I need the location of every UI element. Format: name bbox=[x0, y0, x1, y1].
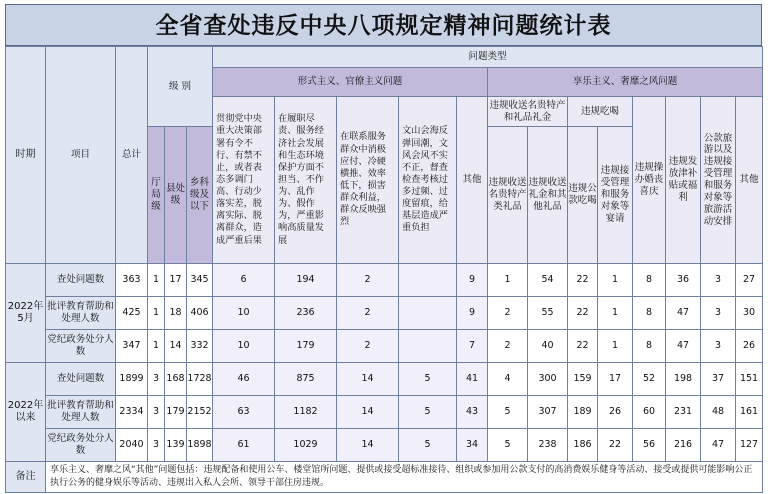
cell: 47 bbox=[666, 330, 701, 363]
cell: 1 bbox=[148, 297, 165, 330]
cell: 1182 bbox=[275, 396, 337, 429]
cell: 3 bbox=[701, 330, 736, 363]
cell: 5 bbox=[399, 429, 457, 462]
row-item: 查处问题数 bbox=[46, 264, 116, 297]
cell: 198 bbox=[666, 363, 701, 396]
cell: 54 bbox=[528, 264, 568, 297]
cell: 1728 bbox=[187, 363, 213, 396]
header-level-xiang: 乡科级及以下 bbox=[187, 127, 213, 264]
cell: 332 bbox=[187, 330, 213, 363]
cell: 34 bbox=[457, 429, 488, 462]
cell: 186 bbox=[568, 429, 598, 462]
cell: 2 bbox=[337, 297, 399, 330]
cell: 22 bbox=[598, 429, 633, 462]
cell: 52 bbox=[633, 363, 666, 396]
cell: 43 bbox=[457, 396, 488, 429]
header-level-ting: 厅局级 bbox=[148, 127, 165, 264]
cell: 36 bbox=[666, 264, 701, 297]
cell: 40 bbox=[528, 330, 568, 363]
row-item: 党纪政务处分人数 bbox=[46, 429, 116, 462]
cell: 5 bbox=[399, 396, 457, 429]
cell: 63 bbox=[213, 396, 275, 429]
note-text: 享乐主义、奢靡之风“其他”问题包括：违规配备和使用公车、楼堂馆所问题、提供或接受超标准接待、组织或参加用公款支付的高消费娱乐健身等活动、接受或提供可能影响公正执行公务的健身娱乐等活动、违规出入私人会所、领导干部住房违规。 bbox=[46, 462, 763, 493]
header-level-xian: 县处级 bbox=[165, 127, 187, 264]
header-formalism-col-1: 贯彻党中央重大决策部署有令不行、有禁不止，或者表态多调门高、行动少落实差，脱离实际、脱离群众，造成严重后果 bbox=[213, 97, 275, 264]
cell: 3 bbox=[148, 363, 165, 396]
cell: 47 bbox=[666, 297, 701, 330]
cell: 4 bbox=[488, 363, 528, 396]
cell: 10 bbox=[213, 330, 275, 363]
header-formalism-col-5: 其他 bbox=[457, 97, 488, 264]
cell: 37 bbox=[701, 363, 736, 396]
header-formalism-col-4: 文山会海反弹回潮，文风会风不实不正，督查检查考核过多过频、过度留痕，给基层造成严重负担 bbox=[399, 97, 457, 264]
cell: 22 bbox=[568, 264, 598, 297]
cell: 2 bbox=[488, 297, 528, 330]
cell: 18 bbox=[165, 297, 187, 330]
cell: 363 bbox=[116, 264, 148, 297]
cell: 17 bbox=[598, 363, 633, 396]
cell: 26 bbox=[736, 330, 763, 363]
row-item: 批评教育帮助和处理人数 bbox=[46, 396, 116, 429]
cell: 14 bbox=[337, 429, 399, 462]
cell: 27 bbox=[736, 264, 763, 297]
cell: 5 bbox=[488, 396, 528, 429]
cell: 17 bbox=[165, 264, 187, 297]
cell: 1 bbox=[488, 264, 528, 297]
cell: 194 bbox=[275, 264, 337, 297]
header-eat-col-1: 违规公款吃喝 bbox=[568, 127, 598, 264]
header-gift-col-2: 违规收送礼金和其他礼品 bbox=[528, 127, 568, 264]
period-label: 2022年以来 bbox=[6, 363, 46, 462]
cell: 60 bbox=[633, 396, 666, 429]
cell bbox=[399, 297, 457, 330]
cell: 1029 bbox=[275, 429, 337, 462]
cell: 22 bbox=[568, 297, 598, 330]
cell: 425 bbox=[116, 297, 148, 330]
header-gift-group: 违规收送名贵特产和礼品礼金 bbox=[488, 97, 568, 127]
header-eat-col-2: 违规接受管理和服务对象等宴请 bbox=[598, 127, 633, 264]
cell bbox=[399, 330, 457, 363]
cell: 2 bbox=[337, 264, 399, 297]
cell: 1 bbox=[148, 264, 165, 297]
cell: 347 bbox=[116, 330, 148, 363]
cell: 5 bbox=[399, 363, 457, 396]
cell: 216 bbox=[666, 429, 701, 462]
cell: 875 bbox=[275, 363, 337, 396]
cell: 161 bbox=[736, 396, 763, 429]
cell: 345 bbox=[187, 264, 213, 297]
header-hedonism-col-5: 违规操办婚丧喜庆 bbox=[633, 97, 666, 264]
cell: 2 bbox=[488, 330, 528, 363]
cell: 48 bbox=[701, 396, 736, 429]
cell: 8 bbox=[633, 297, 666, 330]
cell: 189 bbox=[568, 396, 598, 429]
cell: 1 bbox=[148, 330, 165, 363]
cell: 55 bbox=[528, 297, 568, 330]
cell: 3 bbox=[148, 396, 165, 429]
cell: 41 bbox=[457, 363, 488, 396]
cell: 5 bbox=[488, 429, 528, 462]
cell: 9 bbox=[457, 264, 488, 297]
cell: 151 bbox=[736, 363, 763, 396]
header-level: 级 别 bbox=[148, 47, 213, 127]
cell: 3 bbox=[148, 429, 165, 462]
cell: 8 bbox=[633, 330, 666, 363]
cell: 2334 bbox=[116, 396, 148, 429]
cell: 127 bbox=[736, 429, 763, 462]
cell: 3 bbox=[701, 264, 736, 297]
header-hedonism-col-8: 其他 bbox=[736, 97, 763, 264]
cell: 231 bbox=[666, 396, 701, 429]
header-hedonism-group: 享乐主义、奢靡之风问题 bbox=[488, 68, 763, 97]
cell: 61 bbox=[213, 429, 275, 462]
header-formalism-group: 形式主义、官僚主义问题 bbox=[213, 68, 488, 97]
header-gift-col-1: 违规收送名贵特产类礼品 bbox=[488, 127, 528, 264]
cell: 1899 bbox=[116, 363, 148, 396]
cell: 307 bbox=[528, 396, 568, 429]
cell: 14 bbox=[337, 396, 399, 429]
cell: 30 bbox=[736, 297, 763, 330]
header-formalism-col-2: 在履职尽责、服务经济社会发展和生态环境保护方面不担当、不作为、乱作为、假作为，严重影响高质量发展 bbox=[275, 97, 337, 264]
cell: 8 bbox=[633, 264, 666, 297]
header-eat-group: 违规吃喝 bbox=[568, 97, 633, 127]
cell: 159 bbox=[568, 363, 598, 396]
cell: 56 bbox=[633, 429, 666, 462]
row-item: 批评教育帮助和处理人数 bbox=[46, 297, 116, 330]
cell: 179 bbox=[275, 330, 337, 363]
cell: 406 bbox=[187, 297, 213, 330]
cell: 26 bbox=[598, 396, 633, 429]
cell: 300 bbox=[528, 363, 568, 396]
cell: 1 bbox=[598, 297, 633, 330]
cell: 46 bbox=[213, 363, 275, 396]
row-item: 查处问题数 bbox=[46, 363, 116, 396]
cell: 9 bbox=[457, 297, 488, 330]
cell: 2152 bbox=[187, 396, 213, 429]
statistics-table bbox=[5, 46, 763, 493]
cell: 2 bbox=[337, 330, 399, 363]
cell: 1 bbox=[598, 264, 633, 297]
cell: 236 bbox=[275, 297, 337, 330]
cell: 2040 bbox=[116, 429, 148, 462]
header-total: 总计 bbox=[116, 47, 148, 264]
cell: 10 bbox=[213, 297, 275, 330]
header-hedonism-col-6: 违规发放津补贴或福利 bbox=[666, 97, 701, 264]
cell: 179 bbox=[165, 396, 187, 429]
header-period: 时期 bbox=[6, 47, 46, 264]
header-hedonism-col-7: 公款旅游以及违规接受管理和服务对象等旅游活动安排 bbox=[701, 97, 736, 264]
table-title: 全省查处违反中央八项规定精神问题统计表 bbox=[5, 4, 762, 46]
cell: 1898 bbox=[187, 429, 213, 462]
period-label: 2022年5月 bbox=[6, 264, 46, 363]
cell: 47 bbox=[701, 429, 736, 462]
header-problem-type: 问题类型 bbox=[213, 47, 763, 68]
cell: 238 bbox=[528, 429, 568, 462]
cell: 22 bbox=[568, 330, 598, 363]
cell bbox=[399, 264, 457, 297]
header-item: 项目 bbox=[46, 47, 116, 264]
cell: 3 bbox=[701, 297, 736, 330]
cell: 168 bbox=[165, 363, 187, 396]
cell: 1 bbox=[598, 330, 633, 363]
cell: 139 bbox=[165, 429, 187, 462]
row-item: 党纪政务处分人数 bbox=[46, 330, 116, 363]
cell: 6 bbox=[213, 264, 275, 297]
note-label: 备注 bbox=[6, 462, 46, 493]
cell: 14 bbox=[165, 330, 187, 363]
header-formalism-col-3: 在联系服务群众中消极应付、冷硬横推、效率低下，损害群众利益，群众反映强烈 bbox=[337, 97, 399, 264]
cell: 7 bbox=[457, 330, 488, 363]
cell: 14 bbox=[337, 363, 399, 396]
